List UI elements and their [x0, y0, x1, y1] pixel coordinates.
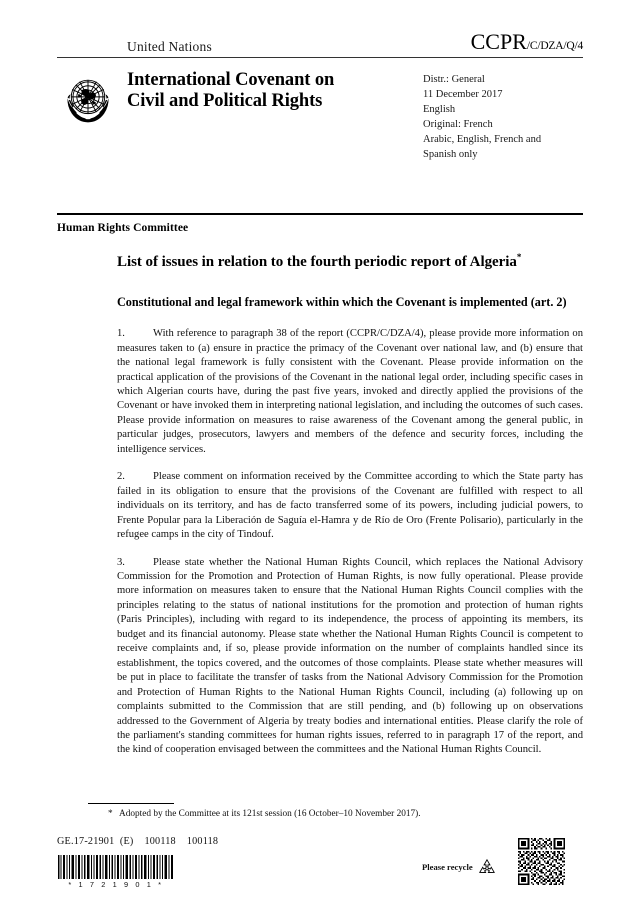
- un-emblem-icon: [57, 69, 119, 131]
- committee-name: Human Rights Committee: [57, 222, 189, 234]
- footnote: [108, 808, 578, 821]
- distribution-original: Original: French: [423, 118, 493, 130]
- paragraph-1-text: With reference to paragraph 38 of the report (CCPR/C/DZA/4), please provide more information on measures taken to (a) ensure in practice the primacy of the Covenant over national law, and (b) ensure that the national legal framework is fully consistent with the Covenant. Please provide information on the practical application of the provisions of the Covenant in the national legal order, including specific cases in which Algerian courts have, during the past five years, invoked and directly applied the provisions of the Covenant or have invoked them in interpreting national legislation, and including the outcomes of such cases. Please provide information on measures to raise awareness of the Covenant among the general public, in particular judges, prosecutors, lawyers and members of the defence and security forces, including the intelligence services.: [117, 328, 583, 455]
- document-symbol: [471, 29, 583, 55]
- header-top-row: [57, 29, 583, 55]
- distribution-type: Distr.: General: [423, 74, 485, 85]
- distribution-block: [417, 67, 583, 162]
- covenant-title-line-1: International Covenant on: [127, 70, 335, 90]
- title-footnote-marker: *: [516, 252, 522, 262]
- recycle-label: Please recycle: [422, 862, 473, 872]
- header-body-row: [57, 67, 583, 162]
- qr-code-icon: [518, 838, 565, 885]
- paragraph-2: [117, 470, 583, 542]
- committee-divider: [57, 213, 583, 215]
- barcode-number: * 1 7 2 1 9 0 1 *: [68, 880, 164, 889]
- footnote-text: Adopted by the Committee at its 121st session (16 October–10 November 2017).: [119, 809, 421, 819]
- barcode-icon: [57, 855, 175, 879]
- recycle-symbol-icon: [477, 858, 497, 876]
- document-header: [57, 29, 583, 162]
- paragraph-3-text: Please state whether the National Human Rights Council, which replaces the National Advisory Commission for the Promotion and Protection of Human Rights, is now fully operational. Please provide more information on measures taken to ensure that the National Human Rights Council complies with the principles relating to the status of national institutions for the promotion and protection of human rights (Paris Principles), including with regard to its independence, the process of appointing its members, its budget and its financial autonomy. Please state whether the National Human Rights Council is competent to receive complaints and, if so, please provide information on the number of complaints handled since its establishment, the topics covered, and the outcomes of those complaints. Please state whether measures will be put in place to facilitate the transfer of tasks from the National Advisory Commission for the Promotion and Protection of Human Rights to the National Human Rights Council, including (a) following up on complaints submitted to the Commission that are still pending, and (b) following up on observations addressed to the Government of Algeria by treaty bodies and international entities. Please clarify the role of the parliament's standing committees for human rights issues, referred to in paragraph 17 of the report, and the kind of cooperation envisaged between the committees and the National Human Rights Council.: [117, 556, 583, 756]
- barcode-container: [57, 855, 175, 889]
- document-content: [117, 252, 583, 758]
- paragraph-2-number: 2.: [117, 471, 125, 483]
- organization-name: United Nations: [127, 39, 212, 54]
- paragraph-1-number: 1.: [117, 328, 125, 340]
- footnote-marker: *: [108, 809, 113, 819]
- distribution-language: English: [423, 103, 456, 115]
- page-title-text: List of issues in relation to the fourth periodic report of Algeria: [117, 254, 517, 270]
- footnote-divider: [88, 803, 174, 804]
- paragraph-3: [117, 556, 583, 758]
- paragraph-2-text: Please comment on information received by the Committee according to which the State party has failed in its obligation to ensure that the provisions of the Covenant are fulfilled with respect to all individuals on its territory, and has de facto transferred some of its powers, including judicial powers, to Frente Popular para la Liberación de Saguía el-Hamra y de Río de Oro (Frente Polisario), particularly in the refugee camps in the city of Tindouf.: [117, 471, 583, 541]
- header-divider: [57, 57, 583, 58]
- section-heading: Constitutional and legal framework within which the Covenant is implemented (art. 2): [117, 294, 567, 309]
- document-symbol-suffix: /C/DZA/Q/4: [526, 40, 583, 52]
- distribution-date: 11 December 2017: [423, 88, 503, 100]
- covenant-title-line-2: Civil and Political Rights: [127, 91, 323, 112]
- document-symbol-main: CCPR: [470, 29, 527, 54]
- distribution-languages-line-1: Arabic, English, French and: [423, 133, 542, 145]
- paragraph-1: [117, 327, 583, 457]
- distribution-languages-line-2: Spanish only: [423, 148, 478, 160]
- recycle-notice: [422, 858, 497, 876]
- emblem-container: [57, 67, 127, 162]
- job-number: GE.17-21901 (E) 100118 100118: [57, 836, 219, 847]
- covenant-title: [127, 67, 417, 162]
- page-title: [117, 252, 583, 272]
- paragraph-3-number: 3.: [117, 556, 125, 568]
- qr-code-container: [518, 838, 565, 885]
